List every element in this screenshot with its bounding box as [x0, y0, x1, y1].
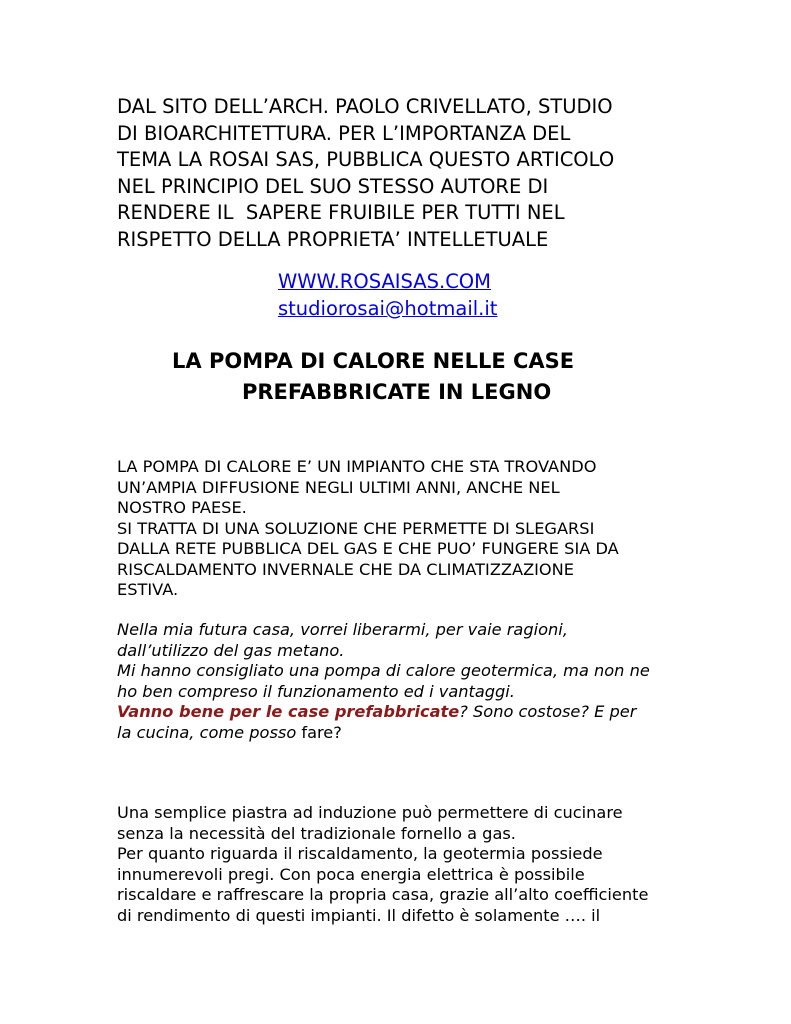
intro-line: RISPETTO DELLA PROPRIETA’ INTELLETUALE — [117, 227, 549, 251]
email-link[interactable]: studiorosai@hotmail.it — [278, 297, 498, 320]
paragraph-line: NOSTRO PAESE. — [117, 498, 247, 517]
reader-question — [117, 620, 687, 743]
paragraph-line: LA POMPA DI CALORE E’ UN IMPIANTO CHE STA TROVANDO — [117, 457, 597, 476]
article-title-line-2: PREFABBRICATE IN LEGNO — [242, 380, 552, 404]
paragraph-line: SI TRATTA DI UNA SOLUZIONE CHE PERMETTE DI SLEGARSI — [117, 518, 595, 538]
answer-line: Una semplice piastra ad induzione può permettere di cucinare — [117, 803, 623, 822]
paragraph-line: DALLA RETE PUBBLICA DEL GAS E CHE PUO’ FUNGERE SIA DA — [117, 539, 619, 558]
question-final-upright: fare? — [296, 722, 342, 742]
answer-paragraph — [117, 803, 687, 926]
article-title-line-1: LA POMPA DI CALORE NELLE CASE — [172, 349, 575, 373]
question-final-italic: la cucina, come posso — [117, 722, 297, 742]
paragraph-line: RISCALDAMENTO INVERNALE CHE DA CLIMATIZZAZIONE — [117, 559, 575, 579]
intro-notice — [117, 94, 697, 253]
question-line — [117, 723, 687, 744]
contact-links — [278, 268, 497, 322]
intro-line: RENDERE IL SAPERE FRUIBILE PER TUTTI NEL — [117, 201, 565, 224]
question-continuation: ? Sono costose? E per — [459, 702, 637, 721]
answer-line: riscaldare e raffrescare la propria casa, grazie all’alto coefficiente — [117, 885, 649, 904]
intro-line: NEL PRINCIPIO DEL SUO STESSO AUTORE DI — [117, 174, 549, 198]
question-line: Nella mia futura casa, vorrei liberarmi, per vaie ragioni, — [117, 620, 568, 639]
paragraph-line: ESTIVA. — [117, 580, 179, 599]
intro-paragraph — [117, 457, 687, 601]
answer-line: senza la necessità del tradizionale fornello a gas. — [117, 823, 516, 843]
website-link[interactable]: WWW.ROSAISAS.COM — [278, 270, 491, 293]
intro-line: DAL SITO DELL’ARCH. PAOLO CRIVELLATO, STUDIO — [117, 95, 613, 118]
answer-line: innumerevoli pregi. Con poca energia elettrica è possibile — [117, 864, 585, 884]
answer-line: di rendimento di questi impianti. Il difetto è solamente …. il — [117, 905, 601, 925]
answer-line: Per quanto riguarda il riscaldamento, la geotermia possiede — [117, 844, 603, 863]
intro-line: TEMA LA ROSAI SAS, PUBBLICA QUESTO ARTICOLO — [117, 148, 615, 171]
intro-line: DI BIOARCHITETTURA. PER L’IMPORTANZA DEL — [117, 121, 571, 145]
question-line — [117, 702, 687, 723]
article-title — [172, 346, 574, 408]
question-line: Mi hanno consigliato una pompa di calore geotermica, ma non ne — [117, 661, 650, 680]
question-highlight: Vanno bene per le case prefabbricate — [117, 702, 460, 721]
paragraph-line: UN’AMPIA DIFFUSIONE NEGLI ULTIMI ANNI, ANCHE NEL — [117, 477, 560, 497]
question-line: dall’utilizzo del gas metano. — [117, 640, 345, 660]
question-line: ho ben compreso il funzionamento ed i vantaggi. — [117, 681, 515, 701]
